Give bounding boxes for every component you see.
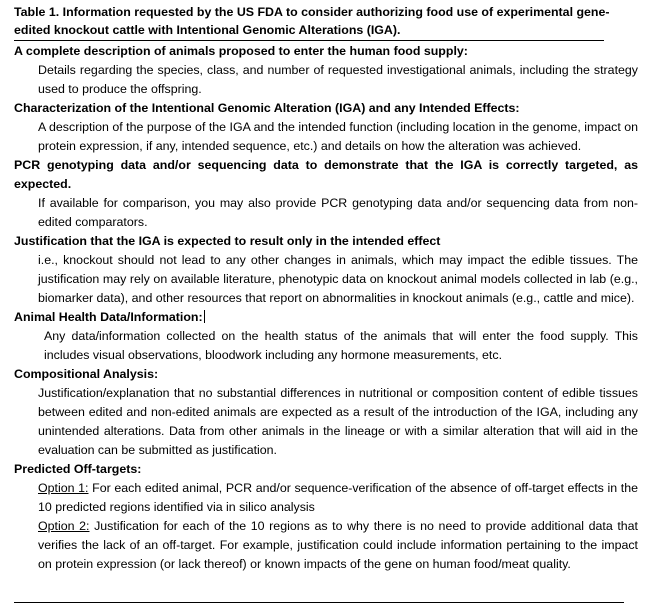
requirements-list — [14, 42, 642, 574]
section-heading-wrap — [14, 308, 642, 327]
section-pcr-genotyping — [14, 156, 642, 232]
section-heading: Characterization of the Intentional Genomic Alteration (IGA) and any Intended Effects: — [14, 101, 520, 115]
text-cursor — [204, 310, 205, 323]
title-rule — [14, 40, 604, 41]
section-body: Any data/information collected on the health status of the animals that will enter the food supply. This includes visual observations, bloodwork including any hormone measurements, etc. — [44, 329, 638, 362]
section-heading: PCR genotyping data and/or sequencing data to demonstrate that the IGA is correctly targeted, as expected. — [14, 158, 638, 191]
section-iga-characterization — [14, 99, 642, 156]
table-title: Table 1. Information requested by the US FDA to consider authorizing food use of experimental gene-edited knockout cattle with Intentional Genomic Alterations (IGA). — [14, 5, 610, 37]
section-body: A description of the purpose of the IGA and the intended function (including location in the genome, impact on protein expression, if any, intended sequence, etc.) and details on how the alteration was achieved. — [38, 120, 638, 153]
section-heading: Compositional Analysis: — [14, 367, 159, 381]
section-animal-description — [14, 42, 642, 99]
section-heading: A complete description of animals proposed to enter the human food supply: — [14, 44, 468, 58]
section-body: If available for comparison, you may also provide PCR genotyping data and/or sequencing data from non-edited comparators. — [38, 196, 638, 229]
section-body: Justification/explanation that no substantial differences in nutritional or composition content of edible tissues between edited and non-edited animals are expected as a result of the introduction of the IGA, including any unintended alterations. Data from other animals in the lineage or with a similar alteration that will aid in the evaluation can be submitted as justification. — [38, 386, 638, 457]
section-heading: Predicted Off-targets: — [14, 462, 142, 476]
option-label: Option 1: — [38, 481, 89, 495]
section-off-targets — [14, 460, 642, 574]
option-label: Option 2: — [38, 519, 90, 533]
option-2 — [38, 517, 638, 574]
option-text: Justification for each of the 10 regions as to why there is no need to provide additional data that verifies the lack of an off-target. For example, justification could include information pertaining to the impact on protein expression (or lack thereof) or known impacts of the gene on human food/meat quality. — [38, 519, 638, 571]
section-body: i.e., knockout should not lead to any other changes in animals, which may impact the edible tissues. The justification may rely on available literature, phenotypic data on knockout animal models collected in lab (e.g., biomarker data), and other resources that report on abnormalities in knockout animals (e.g., cattle and mice). — [38, 253, 638, 305]
section-heading: Justification that the IGA is expected to result only in the intended effect — [14, 234, 441, 248]
section-compositional-analysis — [14, 365, 642, 460]
section-heading: Animal Health Data/Information: — [14, 310, 203, 324]
section-animal-health — [14, 308, 642, 365]
section-intended-effect — [14, 232, 642, 308]
table-bottom-rule — [14, 602, 624, 603]
section-body: Details regarding the species, class, and number of requested investigational animals, including the strategy used to produce the offspring. — [38, 63, 638, 96]
option-1 — [38, 479, 638, 517]
option-text: For each edited animal, PCR and/or sequence-verification of the absence of off-target effects in the 10 predicted regions identified via in silico analysis — [38, 481, 638, 514]
